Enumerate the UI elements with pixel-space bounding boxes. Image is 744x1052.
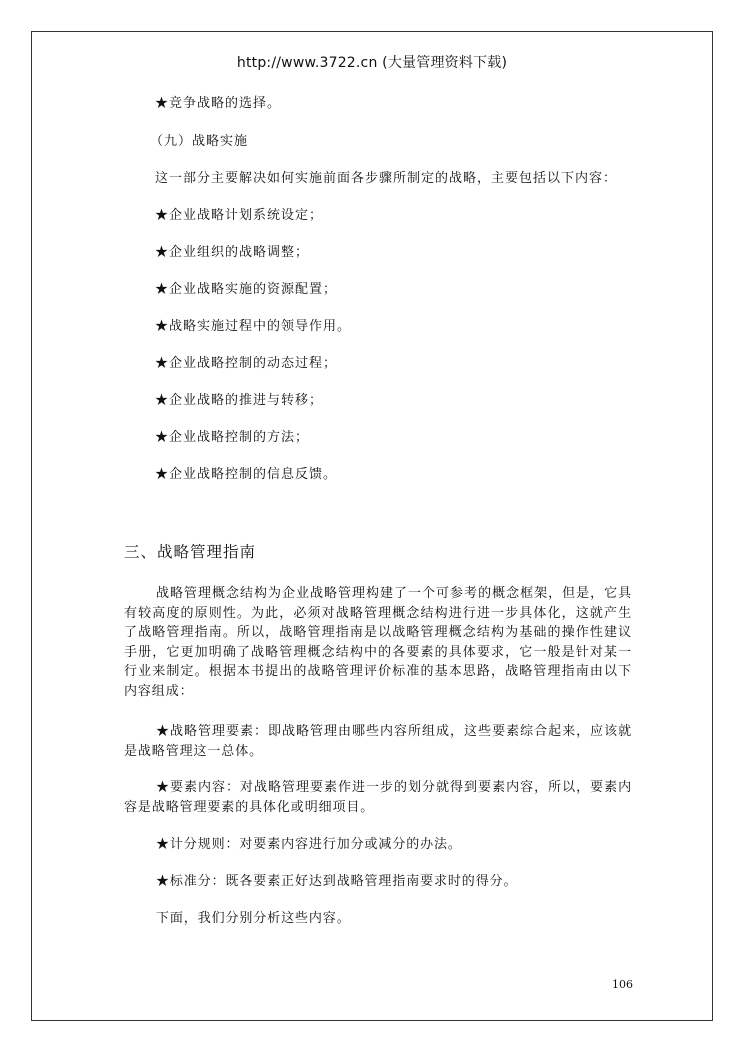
bullet-item: ★企业战略控制的动态过程； — [155, 356, 338, 371]
element-item: ★战略管理要素：即战略管理由哪些内容所组成，这些要素综合起来，应该就是战略管理这一总体。 — [124, 724, 632, 759]
section-intro: 这一部分主要解决如何实施前面各步骤所制定的战略，主要包括以下内容： — [155, 171, 618, 186]
section-heading: 三、战略管理指南 — [124, 543, 257, 561]
bullet-item: ★企业战略控制的方法； — [155, 430, 310, 445]
bullet-item: ★企业组织的战略调整； — [155, 245, 310, 260]
bullet-item: ★企业战略的推进与转移； — [155, 393, 324, 408]
bullet-competitive-strategy: ★竞争战略的选择。 — [155, 96, 282, 111]
element-item: ★要素内容：对战略管理要素作进一步的划分就得到要素内容，所以，要素内容是战略管理要素的具体化或明细项目。 — [124, 780, 632, 815]
intro-paragraph: 战略管理概念结构为企业战略管理构建了一个可参考的概念框架，但是，它具有较高度的原则性。为此，必须对战略管理概念结构进行进一步具体化，这就产生了战略管理指南。所以，战略管理指南是以战略管理概念结构为基础的操作性建议手册，它更加明确了战略管理概念结构中的各要素的具体要求，它一般是针对某一行业来制定。根据本书提出的战略管理评价标准的基本思路，战略管理指南由以下内容组成： — [124, 586, 632, 699]
element-item: ★计分规则：对要素内容进行加分或减分的办法。 — [156, 837, 462, 852]
closing-line: 下面，我们分别分析这些内容。 — [156, 911, 351, 926]
bullet-item: ★企业战略控制的信息反馈。 — [155, 467, 338, 482]
bullet-item: ★战略实施过程中的领导作用。 — [155, 319, 352, 334]
bullet-item: ★企业战略实施的资源配置； — [155, 282, 338, 297]
section-title-strategy-implementation: （九）战略实施 — [150, 134, 249, 149]
element-item: ★标准分：既各要素正好达到战略管理指南要求时的得分。 — [156, 874, 518, 889]
page-number: 106 — [612, 978, 633, 991]
bullet-item: ★企业战略计划系统设定； — [155, 208, 324, 223]
page-header-url: http://www.3722.cn (大量管理资料下载) — [236, 55, 508, 71]
